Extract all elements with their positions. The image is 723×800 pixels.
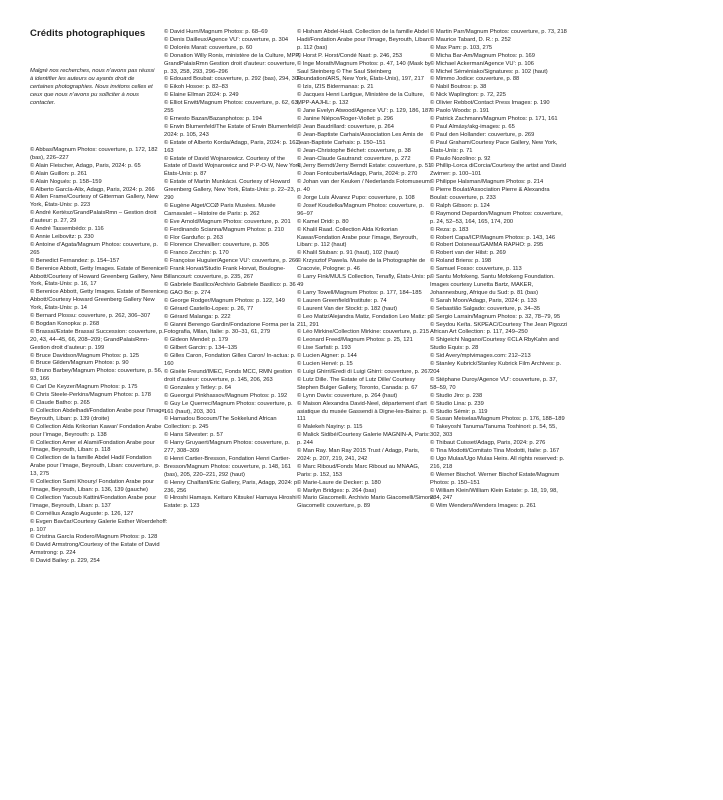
- credit-entry: © Françoise Huguier/Agence VU’: couverture, p. 266: [164, 258, 299, 265]
- credit-entry: © Estate of Martin Munkácsi. Courtesy of Howard Greenberg Gallery, New York, États-Unis: p. 22–23, 290: [164, 179, 296, 202]
- credit-entry: © Jean Baudrillard: couverture, p. 264: [297, 123, 394, 130]
- credit-entry: © Florence Chevallier: couverture, p. 305: [164, 242, 269, 249]
- credit-entry: © Michel Séméniako/Signatures: p. 102 (haut): [430, 68, 548, 75]
- credit-entry: © Sebastião Salgado: couverture, p. 34–35: [430, 305, 541, 312]
- credit-entry: © Roland Briens: p. 198: [430, 258, 492, 265]
- credit-entry: © Ugo Mulas/Ugo Mulas Heirs. All rights reserved: p. 216, 218: [430, 455, 565, 470]
- credit-entry: © Benedict Fernandez: p. 154–157: [30, 257, 120, 264]
- credit-entry: © Stanley Kubrick/Stanley Kubrick Film Archives: p. 204: [430, 361, 562, 375]
- credit-entry: © Berenice Abbott, Getty Images. Estate of Berenice Abbott/Courtesy of Howard Greenberg Gallery, New York, États-Unis: p. 16, 17: [30, 265, 165, 288]
- credit-entry: © Gilles Caron, Fondation Gilles Caron/ In-actua: p. 160: [164, 353, 296, 368]
- credit-entry: © Phillip-Lorca diCorcia/Courtesy the artist and David Zwirner: p. 100–101: [430, 163, 566, 178]
- credit-entry: © William Klein/William Klein Estate: p. 18, 19, 98, 234, 247: [430, 487, 558, 502]
- credits-column-1: [30, 147, 168, 566]
- credit-entry: © Jane Evelyn Atwood/Agence VU’: p. 129, 186, 187: [297, 108, 432, 115]
- credit-entry: © Paulo Nozolino: p. 92: [430, 155, 491, 162]
- credit-entry: © David Armstrong/Courtesy of the Estate of David Armstrong: p. 224: [30, 542, 160, 557]
- credit-entry: © Malick Sidibé/Courtesy Galerie MAGNIN-A, Paris: p. 244: [297, 432, 430, 447]
- credit-entry: © Hisham Abdel-Hadi. Collection de la famille Abdel Hadi/Fondation Arabe pour l’image, Beyrouth, Liban: p. 112 (bas): [297, 29, 431, 51]
- credit-entry: © Antoine d’Agata/Magnum Photos: couverture, p. 265: [30, 241, 158, 256]
- credit-entry: © Shigeichi Nagano/Courtesy ©CLA RbyKahn and Studio Equis: p. 28: [430, 337, 559, 352]
- credit-entry: © Santu Mofokeng. Santu Mofokeng Foundation. Images courtesy Lunetta Bartz, MAKER, Johannesburg, Afrique du Sud: p. 81 (bas): [430, 274, 555, 296]
- credit-entry: © Brassaï/Estate Brassaï Succession: couverture, p. 20, 43, 44–45, 66, 208–209; GrandPalaisRmn-Gestion droit d’auteur: p. 199: [30, 328, 164, 351]
- credit-entry: © Lucien Aigner: p. 144: [297, 353, 357, 360]
- credit-entry: © Malekeh Nayiny: p. 115: [297, 424, 363, 431]
- credit-entry: © Evgen Bavčar/Courtesy Galerie Esther Woerdehoff: p. 107: [30, 518, 168, 533]
- credit-entry: © Chris Steele-Perkins/Magnum Photos: p. 178: [30, 392, 151, 399]
- credit-entry: © Raymond Depardon/Magnum Photos: couverture, p. 24, 52–53, 164, 165, 174, 200: [430, 210, 563, 225]
- credit-entry: © Hans Silvester: p. 57: [164, 432, 223, 439]
- credit-entry: © Eve Arnold/Magnum Photos: couverture, p. 201: [164, 218, 291, 225]
- credit-entry: © Collection Sami Khoury/ Fondation Arabe pour l’image, Beyrouth, Liban: p. 136, 139 (gauche): [30, 479, 155, 493]
- credit-entry: © Erwin Blumenfeld/The Estate of Erwin Blumenfeld, 2024: p. 105, 243: [164, 123, 299, 138]
- credit-entry: © Gisèle Freund/IMEC, Fonds MCC, RMN gestion droit d’auteur: couverture, p. 145, 206, 263: [164, 368, 293, 383]
- credit-entry: © Hamadou Bocoum/The Sokkelund African Collection: p. 245: [164, 416, 277, 431]
- credit-entry: © Paolo Woods: p. 191: [430, 108, 490, 115]
- intro-note: [30, 68, 156, 108]
- credit-entry: © Donation Willy Ronis, ministère de la Culture, MPP, GrandPalaisRmn Gestion droit d’auteur: couverture, p. 33, 258, 293, 296–296: [164, 52, 301, 75]
- credit-entry: © Sergio Larrain/Magnum Photos: p. 32, 78–79, 95: [430, 313, 561, 320]
- credit-entry: © Annie Leibovitz: p. 230: [30, 233, 94, 240]
- credit-entry: © Denis Dailleux/Agence VU’: couverture, p. 304: [164, 36, 289, 43]
- credit-entry: © Lise Sarfati: p. 193: [297, 345, 351, 352]
- credit-entry: © Jorge Luis Álvarez Pupo: couverture, p. 108: [297, 195, 415, 202]
- credits-column-4: [430, 29, 568, 511]
- credit-entry: © Claude Batho: p. 265: [30, 400, 90, 406]
- credit-entry: © Lucien Hervé: p. 15: [297, 361, 353, 368]
- credit-entry: © Cornélius Azaglo Auguste: p. 126, 127: [30, 510, 134, 517]
- credit-entry: © Seydou Keïta. SKPEAC/Courtesy The Jean Pigozzi African Art Collection: p. 117, 249–250: [430, 321, 568, 336]
- credit-entry: © Bruce Gilden/Magnum Photos: p. 90: [30, 360, 129, 367]
- credit-entry: © Lauren Greenfield/Institute: p. 74: [297, 297, 387, 304]
- credit-entry: © Dolorès Marat: couverture, p. 60: [164, 44, 253, 51]
- credit-entry: © Janine Niépce/Roger-Viollet: p. 296: [297, 115, 394, 122]
- credit-entry: © Joan Fontcuberta/Adagp, Paris, 2024: p. 270: [297, 171, 418, 178]
- credit-entry: © Ferdinando Scianna/Magnum Photos: p. 210: [164, 226, 284, 233]
- credit-entry: © Stéphane Duroy/Agence VU’: couverture, p. 37, 58–59, 70: [430, 376, 558, 391]
- credit-entry: © Samuel Fosso: couverture, p. 113: [430, 266, 522, 273]
- credit-entry: © George Rodger/Magnum Photos: p. 122, 149: [164, 297, 285, 304]
- credits-column-2: [164, 29, 302, 511]
- credits-column-3: [297, 29, 435, 511]
- credit-entry: © David Hurn/Magnum Photos: p. 68–69: [164, 29, 268, 35]
- credit-entry: © Alain Guillon: p. 261: [30, 170, 87, 177]
- credit-entry: © Cristina García Rodero/Magnum Photos: p. 128: [30, 534, 158, 541]
- credit-entry: © Bogdan Konopka: p. 268: [30, 320, 100, 327]
- credit-entry: © Alberto García-Alix, Adagp, Paris, 2024: p. 266: [30, 186, 155, 193]
- credit-entry: © Reza: p. 183: [430, 226, 469, 233]
- credit-entry: © Gilbert Garcin: p. 134–135: [164, 345, 238, 352]
- credit-entry: © Collection Abdelhadi/Fondation Arabe pour l’image, Beyrouth, Liban: p. 139 (droite): [30, 407, 167, 422]
- credit-entry: © Studio Sémir: p. 119: [430, 408, 488, 415]
- credit-entry: © Harry Gruyaert/Magnum Photos: couverture, p. 277, 308–309: [164, 440, 290, 455]
- credit-entry: © Jean-Claude Gautrand: couverture, p. 272: [297, 155, 411, 162]
- credit-entry: © Collection Yacoub Kattini/Fondation Arabe pour l’image, Beyrouth, Liban: p. 137: [30, 494, 157, 509]
- credit-entry: © Studio Lina: p. 239: [430, 400, 484, 407]
- credit-entry: © Thibaut Cuisset/Adagp, Paris, 2024: p. 276: [430, 440, 546, 447]
- credit-entry: © David Bailey: p. 229, 254: [30, 558, 100, 565]
- credit-entry: © Bruce Davidson/Magnum Photos: p. 125: [30, 352, 140, 359]
- credit-entry: © Estate of David Wojnarowicz. Courtesy of the Estate of David Wojnarowicz and P·P·O·W, New York, États-Unis: p. 87: [164, 155, 302, 178]
- credit-entry: © André Kertész/GrandPalaisRmn – Gestion droit d’auteur: p. 27, 29: [30, 210, 157, 225]
- credit-entry: © Takeyoshi Tanuma/Tanuma Toshinori: p. 54, 55, 302, 303: [430, 424, 557, 439]
- credit-entry: © Robert Doisneau/GAMMA RAPHO: p. 295: [430, 242, 544, 249]
- credit-entry: © Jerry Berndt/Jerry Berndt Estate: couverture, p. 51: [297, 163, 432, 170]
- credit-entry: © Wim Wenders/Wenders Images: p. 261: [430, 503, 536, 510]
- credit-entry: © Ernesto Bazan/Bazanphotos: p. 194: [164, 115, 262, 122]
- credit-entry: © Estate of Alberto Korda/Adagp, Paris, 2024: p. 162, 163: [164, 139, 301, 154]
- credit-entry: © Gideon Mendel: p. 179: [164, 337, 229, 344]
- credit-entry: © Nick Waplington: p. 72, 225: [430, 92, 506, 99]
- credit-entry: © Henri Cartier-Bresson, Fondation Henri Cartier-Bresson/Magnum Photos: couverture, p. 148, 161 (bas), 205, 220–221, 292 (haut): [164, 455, 291, 478]
- credit-entry: © Khalil Stuban: p. 91 (haut), 102 (haut): [297, 250, 399, 257]
- credit-entry: © Sarah Moon/Adagp, Paris, 2024: p. 133: [430, 297, 537, 304]
- credit-entry: © André Tassembédo: p. 116: [30, 226, 104, 233]
- credit-entry: © Eugène Atget/CCØ Paris Musées. Musée Carnavalet – Histoire de Paris: p. 262: [164, 202, 276, 217]
- credit-entry: © Collection Amer el Alami/Fondation Arabe pour l’image, Beyrouth, Liban: p. 118: [30, 439, 155, 454]
- credit-entry: © Leo Matiz/Alejandra Matiz, Fondation Leo Matiz: p. 211, 291: [297, 313, 433, 328]
- credit-entry: © Elliot Erwitt/Magnum Photos: couverture, p. 62, 63, 255: [164, 100, 300, 115]
- credit-entry: © Robert van der Hilst: p. 269: [430, 250, 506, 257]
- credit-entry: © Robert Capa/ICP/Magnum Photos: p. 143, 146: [430, 234, 556, 241]
- credit-entry: © Flor Garduño: p. 263: [164, 234, 223, 241]
- credit-entry: © Maurice Tabard, D. R.: p. 252: [430, 36, 511, 43]
- credit-entry: © Alain Nogués: p. 158–159: [30, 178, 102, 185]
- credit-entry: © Bruno Barbey/Magnum Photos: couverture, p. 56, 93, 166: [30, 368, 163, 383]
- page-title: Crédits photographiques: [30, 28, 146, 39]
- credit-entry: © Kamel Dridi: p. 80: [297, 218, 349, 225]
- credit-entry: © Nabil Boutros: p. 38: [430, 84, 487, 91]
- credit-entry: © Gianni Berengo Gardin/Fondazione Forma per la Fotografia, Milan, Italie: p. 30–31, 61, 279: [164, 321, 295, 336]
- credit-entry: © Frank Horvat/Studio Frank Horvat, Boulogne-Billancourt: couverture, p. 235, 267: [164, 266, 286, 281]
- credit-entry: © Marie-Laure de Decker: p. 180: [297, 479, 381, 486]
- credit-entry: © Gérard Castello-Lopes: p. 26, 77: [164, 305, 254, 312]
- credit-entry: © Sid Avery/mptvimages.com: 212–213: [430, 353, 531, 360]
- credit-entry: © Ralph Gibson: p. 124: [430, 202, 490, 209]
- credit-entry: © Edouard Boubat: couverture, p. 292 (bas), 294, 300: [164, 76, 302, 83]
- credit-entry: © Collection de la famille Abdel Hadi/ Fondation Arabe pour l’image, Beyrouth, Liban: couverture, p. 13, 275: [30, 455, 161, 478]
- credit-entry: © Michael Ackerman/Agence VU’: p. 106: [430, 60, 534, 67]
- credit-entry: © Martin Parr/Magnum Photos: couverture, p. 73, 218: [430, 29, 567, 35]
- credit-entry: © Gonzales y Tetley: p. 64: [164, 384, 232, 391]
- credit-entry: © Elaine Ellman 2024: p. 249: [164, 92, 239, 99]
- credit-entry: © Johan van der Keuken / Nederlands Fotomuseum: p. 40: [297, 179, 432, 194]
- credit-entry: © Mario Giacomelli. Archivio Mario Giacomelli/Simone Giacomelli: couverture, p. 89: [297, 495, 435, 510]
- credit-entry: © Paul Graham/Courtesy Pace Gallery, New York, États-Unis: p. 71: [430, 139, 558, 154]
- credit-entry: © Collection Alda Krikorian Kawar/ Fondation Arabe pour l’image, Beyrouth: p. 138: [30, 423, 162, 438]
- credit-entry: © Larry Towell/Magnum Photos: p. 177, 184–185: [297, 289, 422, 296]
- credit-entry: © Laurent Van der Stockt: p. 182 (haut): [297, 305, 398, 312]
- credit-entry: © Josef Koudelka/Magnum Photos: couverture, p. 96–97: [297, 202, 424, 217]
- credit-entry: © Hiroshi Hamaya. Keitaro Kitsuke/ Hamaya Hiroshi Estate: p. 123: [164, 495, 297, 510]
- credit-entry: © Studio Jiro: p. 238: [430, 392, 483, 399]
- credit-entry: © Tina Modotti/Comitato Tina Modotti, Italie: p. 167: [430, 448, 560, 455]
- credit-entry: © Carl De Keyzer/Magnum Photos: p. 175: [30, 384, 138, 391]
- credit-entry: © Léo Mirkine/Collection Mirkine: couverture, p. 215: [297, 329, 430, 336]
- credit-entry: © Paul den Hollander: couverture, p. 269: [430, 131, 535, 138]
- credit-entry: © Guy Le Querrec/Magnum Photos: couverture, p. 161 (haut), 203, 301: [164, 400, 293, 415]
- credit-entry: © Olivier Rebbot/Contact Press Images: p. 190: [430, 100, 550, 107]
- credit-entry: © Werner Bischof. Werner Bischof Estate/Magnum Photos: p. 150–151: [430, 471, 560, 486]
- credit-entry: © Khalil Raad. Collection Alda Krikorian Kawar/Fondation Arabe pour l’image, Beyrouth, Liban: p. 112 (haut): [297, 226, 418, 249]
- credit-entry: © Eikoh Hosoe: p. 82–83: [164, 84, 229, 91]
- credit-entry: © Krzysztof Pawela. Musée de la Photographie de Cracovie, Pologne: p. 46: [297, 258, 426, 273]
- credit-entry: © Micha Bar-Am/Magnum Photos: p. 169: [430, 52, 535, 59]
- credit-entry: © Bernard Plossu: couverture, p. 262, 306–307: [30, 313, 151, 320]
- credit-entry: © Luigi Ghirri/Eredi di Luigi Ghirri: couverture, p. 267: [297, 368, 431, 375]
- credit-entry: © Mimmo Jodice: couverture, p. 88: [430, 76, 520, 83]
- credit-entry: © Marilyn Bridges: p. 264 (bas): [297, 487, 377, 494]
- credit-entry: © Max Pam: p. 103, 275: [430, 44, 493, 51]
- credit-entry: © Jacques Henri Lartigue, Ministère de la Culture, MPP-AAJHL: p. 132: [297, 92, 425, 107]
- credit-entry: © Horst P. Horst/Condé Nast: p. 246, 253: [297, 52, 403, 59]
- credit-entry: © Berenice Abbott, Getty Images. Estate of Berenice Abbott/Courtesy Howard Greenberg Gallery New York, États-Unis: p. 14: [30, 289, 165, 312]
- credit-entry: © Abbas/Magnum Photos: couverture, p. 172, 182 (bas), 226–227: [30, 147, 158, 161]
- credit-entry: © Philippe Halsman/Magnum Photos: p. 214: [430, 179, 544, 186]
- credit-entry: © GAO Bo: p. 274: [164, 289, 211, 296]
- credit-entry: © Larry Fink/MULS Collection, Tenafly, États-Unis: p. 49: [297, 274, 432, 288]
- credit-entry: © Franco Zecchin: p. 170: [164, 250, 229, 257]
- credit-entry: © Marc Riboud/Fonds Marc Riboud au MNAAG, Paris: p. 152, 153: [297, 463, 420, 478]
- credit-entry: © Jean-Baptiste Carhaix/Association Les Amis de Jean-Baptiste Carhaix: p. 150–151: [297, 131, 424, 146]
- credit-entry: © Gérard Malanga: p. 222: [164, 313, 231, 320]
- credit-entry: © Allen Frame/Courtesy of Gitterman Gallery, New York, États-Unis: p. 223: [30, 194, 159, 209]
- credit-entry: © Maison Alexandra David-Neel, département d’art asiatique du musée Gassendi à Digne-les-Bains: p. 111: [297, 400, 428, 423]
- credit-entry: © Alain Fleischer, Adagp, Paris, 2024: p. 65: [30, 162, 141, 169]
- intro-text: Malgré nos recherches, nous n’avons pas réussi à identifier les auteurs ou ayants droit de certaines photographies. Nous invitons celles et ceux que nous n’avons pu solliciter à nous contacter.: [30, 68, 155, 106]
- credit-entry: © Patrick Zachmann/Magnum Photos: p. 171, 161: [430, 115, 558, 122]
- credit-entry: © Paul Almásy/akg-images: p. 65: [430, 123, 515, 130]
- credit-entry: © Gabriele Basilico/Archivio Gabriele Basilico: p. 36: [164, 282, 296, 288]
- credit-entry: © Man Ray. Man Ray 2015 Trust / Adagp, Paris, 2024: p. 207, 219, 241, 242: [297, 448, 420, 462]
- credit-entry: © Gueorgui Pinkhassov/Magnum Photos: p. 192: [164, 392, 288, 399]
- credit-entry: © Lutz Dille. The Estate of Lutz Dille/ Courtesy Stephen Bulger Gallery, Toronto, Canada: p. 67: [297, 376, 418, 391]
- credit-entry: © Izis, IZIS Bidermanas: p. 21: [297, 84, 374, 91]
- credit-entry: © Jean-Christophe Béchet: couverture, p. 38: [297, 147, 411, 154]
- credit-entry: © Inge Morath/Magnum Photos: p. 47, 140 (Mask by Saul Steinberg © The Saul Steinberg Foundation/ARS, New York, États-Unis), 197, 217: [297, 60, 431, 83]
- credit-entry: © Pierre Boulat/Association Pierre & Alexandra Boulat: couverture, p. 233: [430, 187, 550, 202]
- credit-entry: © Lynn Davis: couverture, p. 264 (haut): [297, 392, 398, 399]
- credit-entry: © Henry Chalfant/Eric Gallery, Paris, Adagp, 2024: p. 236, 256: [164, 479, 299, 494]
- credit-entry: © Leonard Freed/Magnum Photos: p. 25, 121: [297, 337, 413, 344]
- credit-entry: © Susan Meiselas/Magnum Photos: p. 176, 188–189: [430, 416, 565, 423]
